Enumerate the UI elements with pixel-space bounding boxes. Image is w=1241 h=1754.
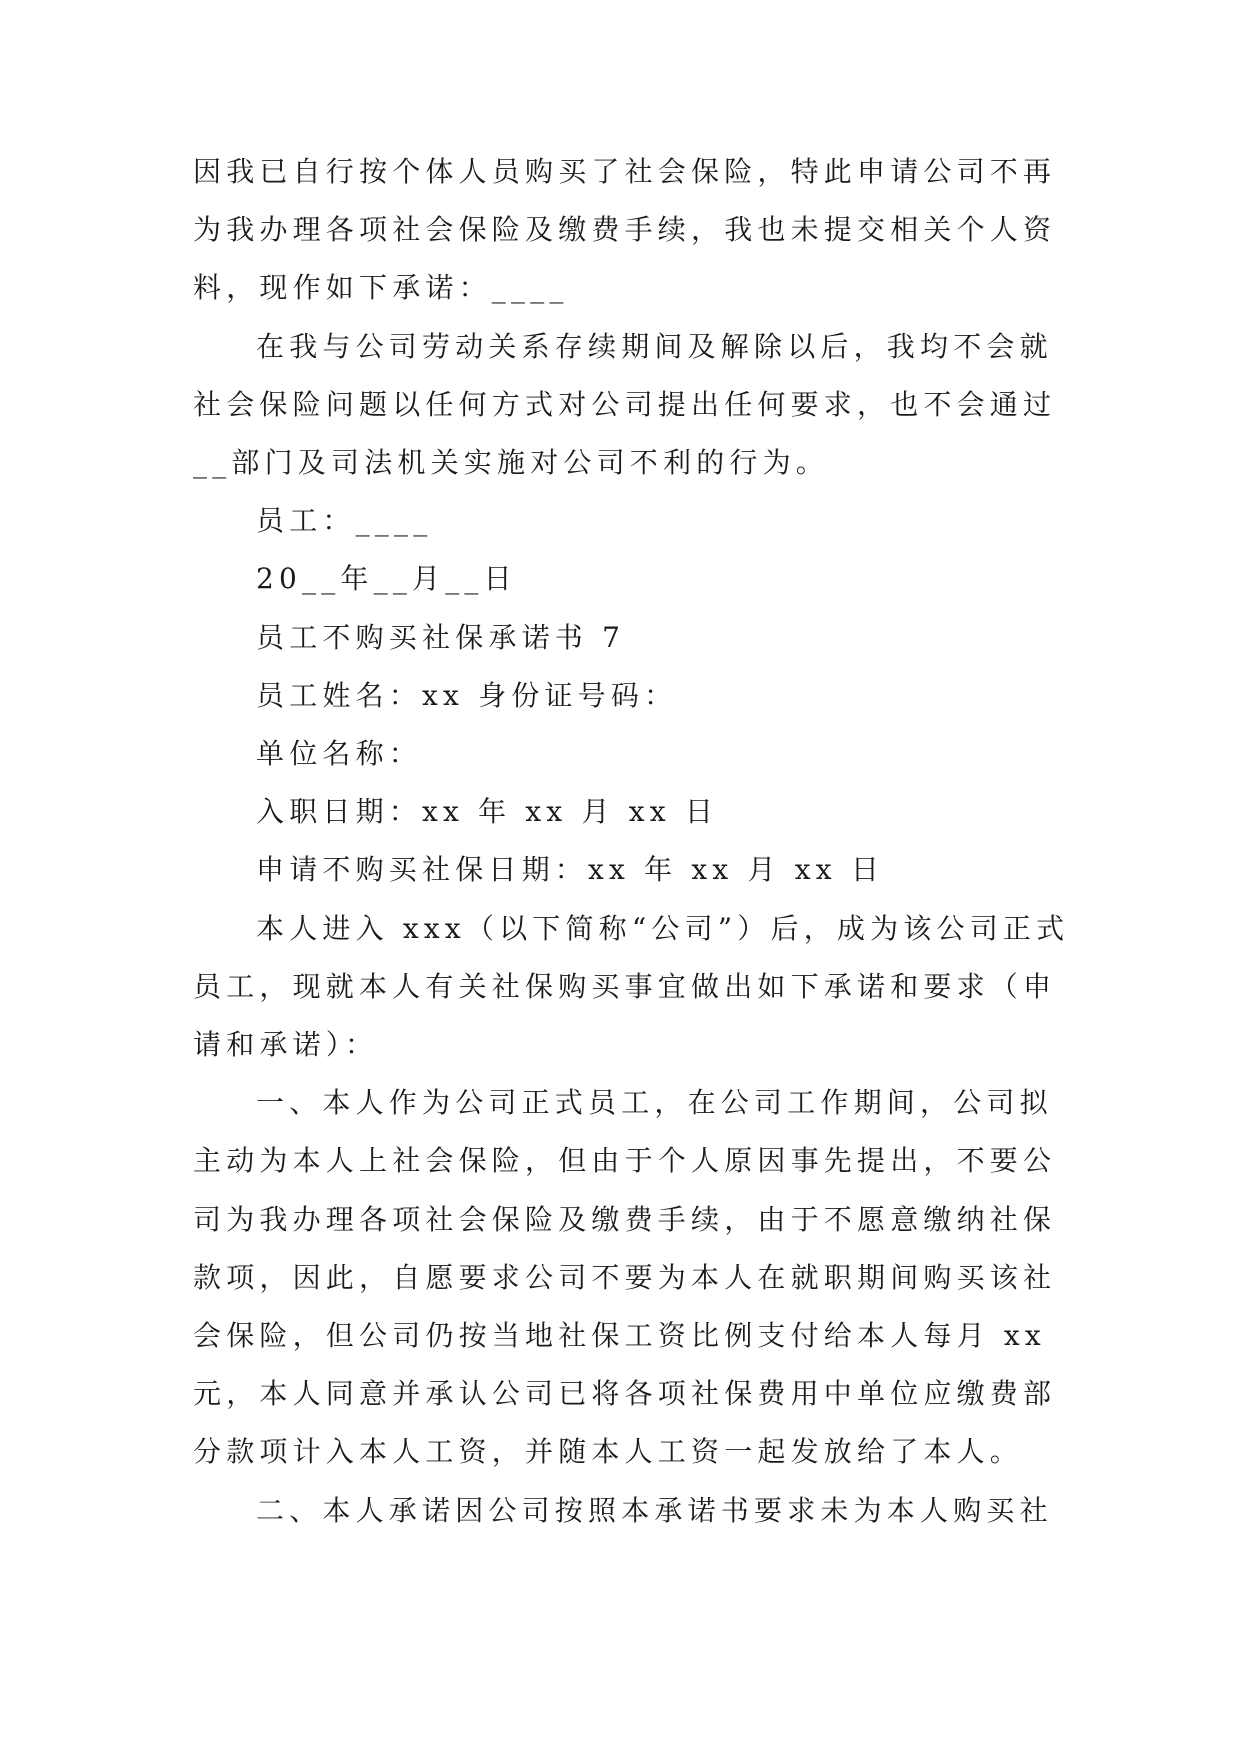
paragraph-line: 元，本人同意并承认公司已将各项社保费用中单位应缴费部: [193, 1377, 1057, 1410]
paragraph-line: 款项，因此，自愿要求公司不要为本人在就职期间购买该社: [193, 1261, 1057, 1294]
paragraph-line: 本人进入 xxx（以下简称“公司”）后，成为该公司正式: [256, 912, 1070, 945]
section-title: 员工不购买社保承诺书 7: [256, 621, 626, 654]
paragraph-line: 因我已自行按个体人员购买了社会保险，特此申请公司不再: [193, 155, 1057, 188]
employee-signature-line: 员工：____: [256, 504, 433, 537]
paragraph-line: __部门及司法机关实施对公司不利的行为。: [193, 446, 830, 479]
paragraph-line: 员工，现就本人有关社保购买事宜做出如下承诺和要求（申: [193, 970, 1057, 1003]
hire-date-field: 入职日期：xx 年 xx 月 xx 日: [256, 795, 719, 828]
paragraph-line: 二、本人承诺因公司按照本承诺书要求未为本人购买社: [256, 1494, 1053, 1527]
paragraph-line: 司为我办理各项社会保险及缴费手续，由于不愿意缴纳社保: [193, 1203, 1057, 1236]
application-date-field: 申请不购买社保日期：xx 年 xx 月 xx 日: [256, 853, 885, 886]
paragraph-line: 主动为本人上社会保险，但由于个人原因事先提出，不要公: [193, 1144, 1057, 1177]
paragraph-line: 一、本人作为公司正式员工，在公司工作期间，公司拟: [256, 1086, 1053, 1119]
paragraph-line: 会保险，但公司仍按当地社保工资比例支付给本人每月 xx: [193, 1319, 1046, 1352]
employee-name-field: 员工姓名：xx 身份证号码：: [256, 679, 678, 712]
paragraph-line: 料，现作如下承诺：____: [193, 271, 569, 304]
paragraph-line: 在我与公司劳动关系存续期间及解除以后，我均不会就: [256, 330, 1053, 363]
paragraph-line: 请和承诺）：: [193, 1028, 379, 1061]
company-name-field: 单位名称：: [256, 737, 423, 770]
date-line: 20__年__月__日: [256, 562, 517, 595]
paragraph-line: 社会保险问题以任何方式对公司提出任何要求，也不会通过: [193, 388, 1057, 421]
paragraph-line: 为我办理各项社会保险及缴费手续，我也未提交相关个人资: [193, 213, 1057, 246]
paragraph-line: 分款项计入本人工资，并随本人工资一起发放给了本人。: [193, 1435, 1024, 1468]
